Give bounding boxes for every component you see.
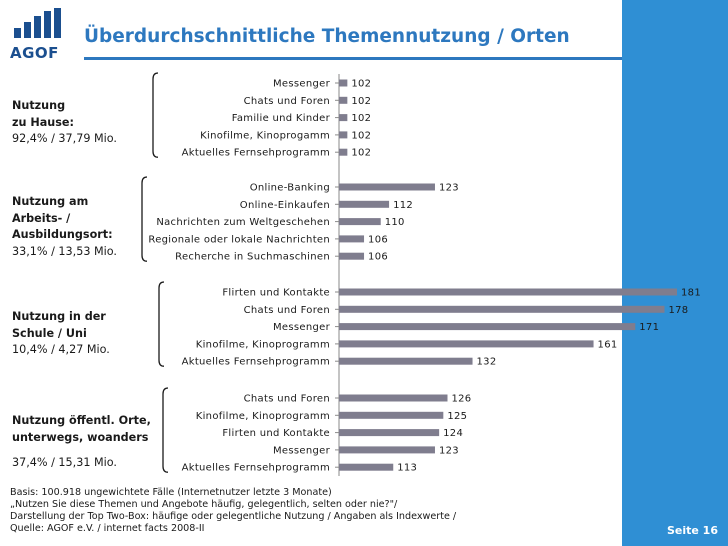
value-label: 102 <box>351 95 372 107</box>
category-label: Recherche in Suchmaschinen <box>175 251 330 263</box>
category-label: Kinofilme, Kinoprogamm <box>200 130 330 142</box>
category-label: Online-Banking <box>249 182 330 194</box>
group-bracket <box>153 73 158 157</box>
value-label: 113 <box>397 462 418 474</box>
group-bracket <box>163 388 168 472</box>
value-label: 181 <box>681 287 701 299</box>
group-title-line: Arbeits- / <box>12 211 71 225</box>
footer-notes <box>10 487 456 535</box>
category-label: Aktuelles Fernsehprogramm <box>181 462 330 474</box>
value-label: 178 <box>668 304 689 316</box>
group-stat: 10,4% / 4,27 Mio. <box>12 343 110 356</box>
bar <box>339 323 635 330</box>
category-label: Aktuelles Fernsehprogramm <box>181 147 330 159</box>
bar <box>339 306 664 313</box>
value-label: 102 <box>351 78 372 90</box>
footer-line: Quelle: AGOF e.V. / internet facts 2008-II <box>10 523 205 534</box>
bar <box>339 149 347 156</box>
value-label: 132 <box>476 356 497 368</box>
bar <box>339 289 677 296</box>
bar <box>339 97 347 104</box>
bar <box>339 429 439 436</box>
page-title: Überdurchschnittliche Themennutzung / Orten <box>84 26 570 47</box>
page-number: Seite 16 <box>666 524 718 537</box>
value-label: 126 <box>451 393 472 405</box>
footer-line: „Nutzen Sie diese Themen und Angebote häufig, gelegentlich, selten oder nie?"/ <box>10 499 398 510</box>
footer-line: Darstellung der Top Two-Box: häufige oder gelegentliche Nutzung / Angaben als Indexwerte / <box>10 511 457 522</box>
footer-line: Basis: 100.918 ungewichtete Fälle (Internetnutzer letzte 3 Monate) <box>10 487 332 498</box>
group-title-line: zu Hause: <box>12 115 74 129</box>
value-label: 125 <box>447 410 468 422</box>
bar <box>339 253 364 260</box>
category-label: Regionale oder lokale Nachrichten <box>148 234 330 246</box>
bar <box>339 446 435 453</box>
bar <box>339 358 473 365</box>
value-label: 123 <box>438 445 459 457</box>
group-title-line: Nutzung am <box>12 195 89 208</box>
category-label: Chats und Foren <box>243 393 330 405</box>
value-label: 110 <box>384 217 405 229</box>
bar <box>339 218 381 225</box>
bar <box>339 80 347 87</box>
bar <box>339 131 347 138</box>
category-label: Messenger <box>272 78 330 90</box>
value-label: 102 <box>351 147 372 159</box>
bar <box>339 184 435 191</box>
category-label: Kinofilme, Kinoprogramm <box>195 339 330 351</box>
group-title-line: Nutzung <box>12 99 66 112</box>
group-title-line: Nutzung in der <box>12 310 106 323</box>
group-title-line: unterwegs, woanders <box>12 430 149 444</box>
logo-text: AGOF <box>10 44 59 62</box>
bar <box>339 235 364 242</box>
value-label: 112 <box>393 199 414 211</box>
value-label: 123 <box>438 182 459 194</box>
value-label: 161 <box>597 339 618 351</box>
category-label: Flirten und Kontakte <box>222 428 330 440</box>
bar <box>339 395 447 402</box>
group-title-line: Ausbildungsort: <box>12 228 113 241</box>
category-label: Flirten und Kontakte <box>222 287 330 299</box>
bar <box>339 114 347 121</box>
category-label: Messenger <box>272 322 330 334</box>
value-label: 102 <box>351 113 372 125</box>
group-stat: 33,1% / 13,53 Mio. <box>12 244 117 258</box>
value-label: 106 <box>368 234 389 246</box>
group-bracket <box>142 177 147 261</box>
bar <box>339 412 443 419</box>
category-label: Aktuelles Fernsehprogramm <box>181 356 330 368</box>
category-label: Chats und Foren <box>243 304 330 316</box>
category-label: Messenger <box>272 445 330 457</box>
category-label: Kinofilme, Kinoprogramm <box>195 410 330 422</box>
value-label: 102 <box>351 130 372 142</box>
group-title-line: Nutzung öffentl. Orte, <box>12 414 151 427</box>
value-label: 171 <box>639 322 660 334</box>
category-label: Familie und Kinder <box>231 113 330 125</box>
bar <box>339 340 594 347</box>
category-label: Chats und Foren <box>243 95 330 107</box>
value-label: 124 <box>443 428 464 440</box>
group-title-line: Schule / Uni <box>12 326 87 340</box>
value-label: 106 <box>368 251 389 263</box>
bar <box>339 201 389 208</box>
group-stat: 37,4% / 15,31 Mio. <box>12 456 117 469</box>
category-label: Online-Einkaufen <box>239 199 330 211</box>
category-label: Nachrichten zum Weltgeschehen <box>156 217 330 229</box>
group-stat: 92,4% / 37,79 Mio. <box>12 132 117 145</box>
group-bracket <box>159 282 164 366</box>
bar <box>339 464 393 471</box>
